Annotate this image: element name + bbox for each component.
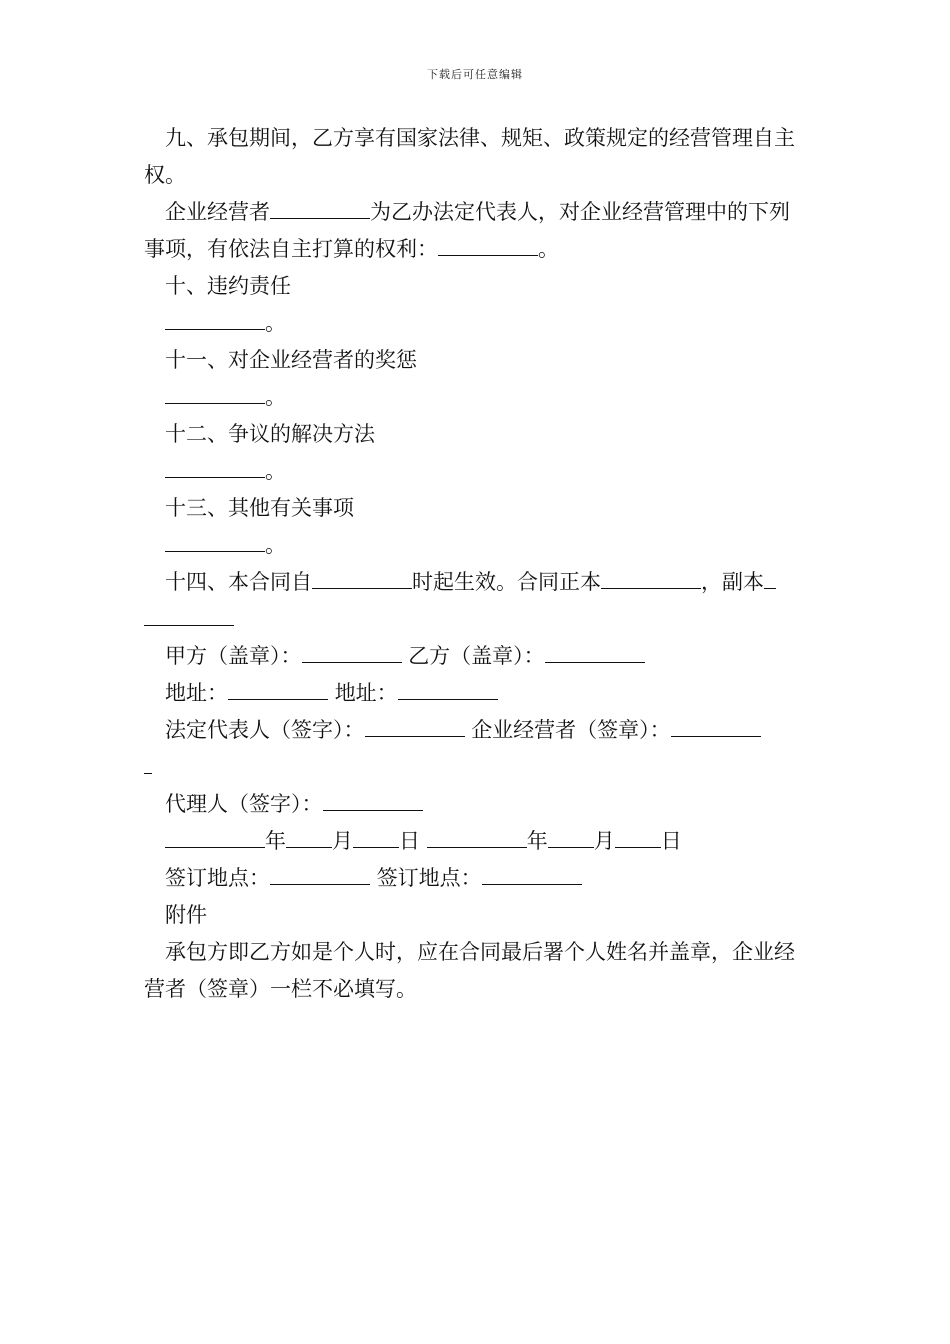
section-14: 十四、本合同自 时起生效。合同正本 ，副本 (144, 564, 808, 601)
party-b-month-blank[interactable] (548, 823, 594, 848)
clause-9-operator: 企业经营者 为乙办法定代表人，对企业经营管理中的下列事项，有依法自主打算的权利： 。 (144, 194, 808, 268)
breach-liability-blank[interactable] (165, 305, 265, 330)
party-a-sign-place-blank[interactable] (270, 860, 370, 885)
section-14-cont (144, 601, 808, 638)
party-a-month-blank[interactable] (286, 823, 332, 848)
duplicate-copies-blank[interactable] (144, 601, 234, 626)
operator-name-blank[interactable] (270, 194, 370, 219)
signature-line: 法定代表人（签字）： 企业经营者（签章）： (144, 712, 808, 749)
original-copies-blank[interactable] (601, 564, 701, 589)
document-body (144, 120, 808, 1008)
operator-seal-blank[interactable] (671, 712, 761, 737)
party-b-address-blank[interactable] (398, 675, 498, 700)
party-a-seal-blank[interactable] (302, 638, 402, 663)
sign-place-line: 签订地点： 签订地点： (144, 860, 808, 897)
date-line: 年 月 日 年 月 日 (144, 823, 808, 860)
party-a-address-blank[interactable] (228, 675, 328, 700)
section-10-content: 。 (144, 305, 808, 342)
section-11-title: 十一、对企业经营者的奖惩 (165, 348, 417, 372)
clause-9: 九、承包期间，乙方享有国家法律、规矩、政策规定的经营管理自主权。 (144, 126, 795, 187)
section-13-title: 十三、其他有关事项 (165, 496, 354, 520)
other-matters-blank[interactable] (165, 527, 265, 552)
effective-time-blank[interactable] (312, 564, 412, 589)
rights-blank[interactable] (438, 231, 538, 256)
party-b-year-blank[interactable] (427, 823, 527, 848)
agent-sign-blank[interactable] (323, 786, 423, 811)
section-12-content: 。 (144, 453, 808, 490)
party-a-year-blank[interactable] (165, 823, 265, 848)
seal-line: 甲方（盖章）： 乙方（盖章）： (144, 638, 808, 675)
signature-line-cont (144, 749, 808, 786)
address-line: 地址： 地址： (144, 675, 808, 712)
party-b-sign-place-blank[interactable] (482, 860, 582, 885)
attachment-note: 承包方即乙方如是个人时，应在合同最后署个人姓名并盖章，企业经营者（签章）一栏不必填写。 (144, 940, 795, 1001)
agent-line: 代理人（签字）： (144, 786, 808, 823)
operator-seal-blank-end[interactable] (144, 749, 152, 774)
section-13-content: 。 (144, 527, 808, 564)
party-b-seal-blank[interactable] (545, 638, 645, 663)
party-b-day-blank[interactable] (615, 823, 661, 848)
section-10-title: 十、违约责任 (165, 274, 291, 298)
attachment-title: 附件 (165, 903, 207, 927)
legal-rep-sign-blank[interactable] (365, 712, 465, 737)
section-11-content: 。 (144, 379, 808, 416)
duplicate-copies-blank-start[interactable] (764, 564, 776, 589)
dispute-blank[interactable] (165, 453, 265, 478)
party-a-day-blank[interactable] (353, 823, 399, 848)
page-header: 下载后可任意编辑 (427, 68, 523, 81)
section-12-title: 十二、争议的解决方法 (165, 422, 375, 446)
rewards-blank[interactable] (165, 379, 265, 404)
